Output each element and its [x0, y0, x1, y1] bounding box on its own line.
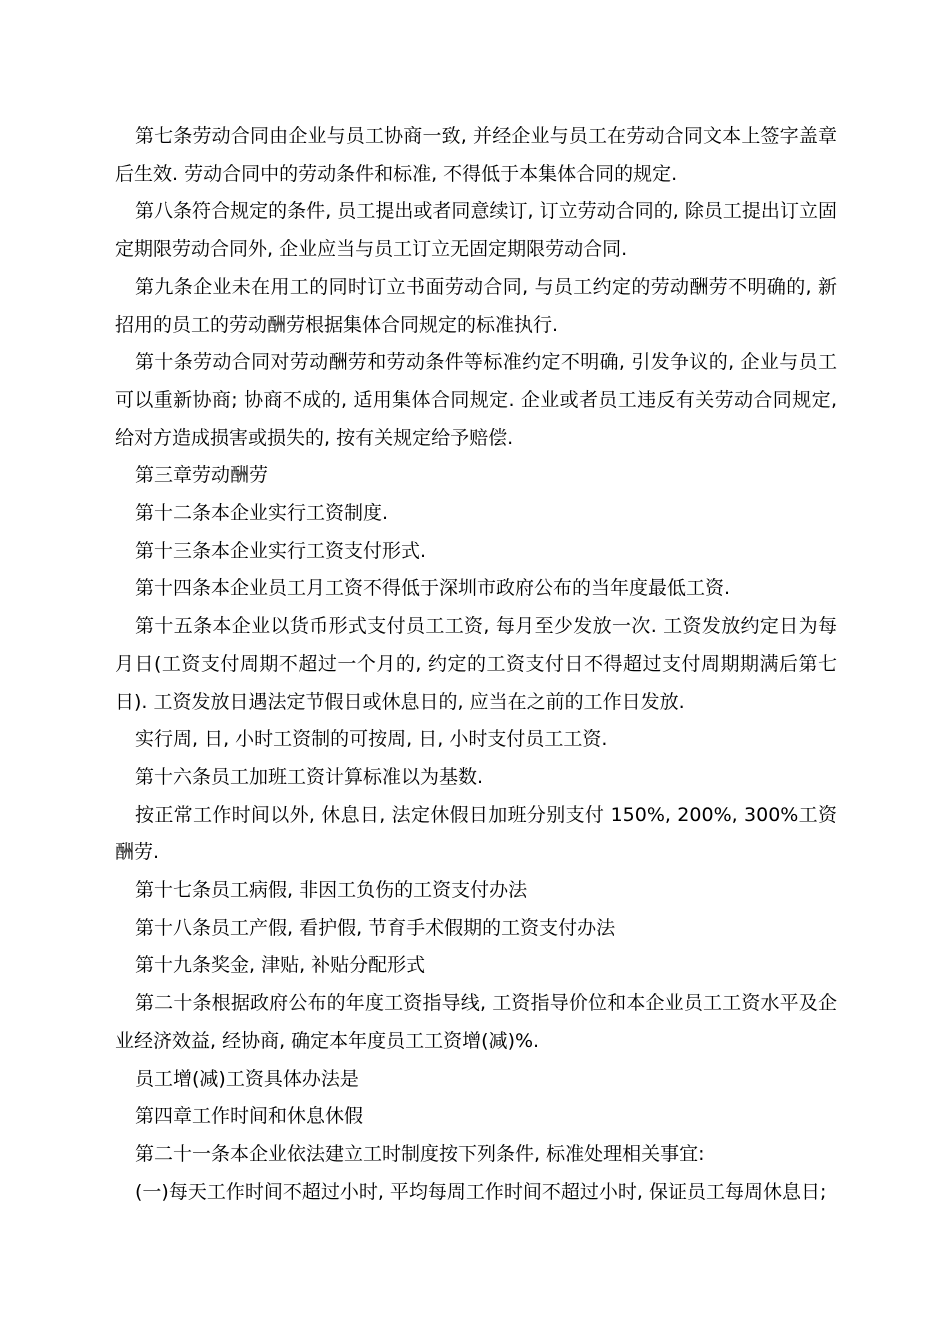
paragraph-article-9: 第九条企业未在用工的同时订立书面劳动合同, 与员工约定的劳动酬劳不明确的, 新招用的员工的劳动酬劳根据集体合同规定的标准执行.	[115, 275, 837, 336]
paragraph-article-19: 第十九条奖金, 津贴, 补贴分配形式	[135, 954, 426, 977]
paragraph-article-8: 第八条符合规定的条件, 员工提出或者同意续订, 订立劳动合同的, 除员工提出订立固定期限劳动合同外, 企业应当与员工订立无固定期限劳动合同.	[115, 200, 837, 261]
paragraph-article-17: 第十七条员工病假, 非因工负伤的工资支付办法	[135, 879, 528, 902]
paragraph-article-7: 第七条劳动合同由企业与员工协商一致, 并经企业与员工在劳动合同文本上签字盖章后生效. 劳动合同中的劳动条件和标准, 不得低于本集体合同的规定.	[115, 125, 837, 185]
paragraph-wage-adjustment: 员工增(减)工资具体办法是	[135, 1067, 359, 1090]
paragraph-overtime-pay: 按正常工作时间以外, 休息日, 法定休假日加班分别支付 150%, 200%, 300%工资酬劳.	[115, 803, 837, 864]
document-body	[115, 118, 837, 1211]
paragraph-article-20: 第二十条根据政府公布的年度工资指导线, 工资指导价位和本企业员工工资水平及企业经济效益, 经协商, 确定本年度员工工资增(减)%.	[115, 992, 837, 1052]
paragraph-article-12: 第十二条本企业实行工资制度.	[135, 502, 389, 525]
paragraph-article-21: 第二十一条本企业依法建立工时制度按下列条件, 标准处理相关事宜:	[135, 1142, 705, 1165]
paragraph-article-10: 第十条劳动合同对劳动酬劳和劳动条件等标准约定不明确, 引发争议的, 企业与员工可以重新协商; 协商不成的, 适用集体合同规定. 企业或者员工违反有关劳动合同规定, 给对方造成损害或损失的, 按有关规定给予赔偿.	[115, 351, 837, 449]
paragraph-article-16: 第十六条员工加班工资计算标准以为基数.	[135, 765, 484, 788]
chapter-3-heading: 第三章劳动酬劳	[135, 464, 269, 487]
paragraph-item-1: (一)每天工作时间不超过小时, 平均每周工作时间不超过小时, 保证员工每周休息日;	[135, 1180, 827, 1203]
paragraph-article-13: 第十三条本企业实行工资支付形式.	[135, 539, 427, 562]
paragraph-article-14: 第十四条本企业员工月工资不得低于深圳市政府公布的当年度最低工资.	[135, 577, 731, 600]
chapter-4-heading: 第四章工作时间和休息休假	[135, 1105, 364, 1128]
paragraph-article-18: 第十八条员工产假, 看护假, 节育手术假期的工资支付办法	[135, 916, 616, 939]
paragraph-hourly-wage: 实行周, 日, 小时工资制的可按周, 日, 小时支付员工工资.	[135, 728, 608, 751]
paragraph-article-15: 第十五条本企业以货币形式支付员工工资, 每月至少发放一次. 工资发放约定日为每月日(工资支付周期不超过一个月的, 约定的工资支付日不得超过支付周期期满后第七日). 工资发放日遇法定节假日或休息日的, 应当在之前的工作日发放.	[115, 615, 837, 713]
